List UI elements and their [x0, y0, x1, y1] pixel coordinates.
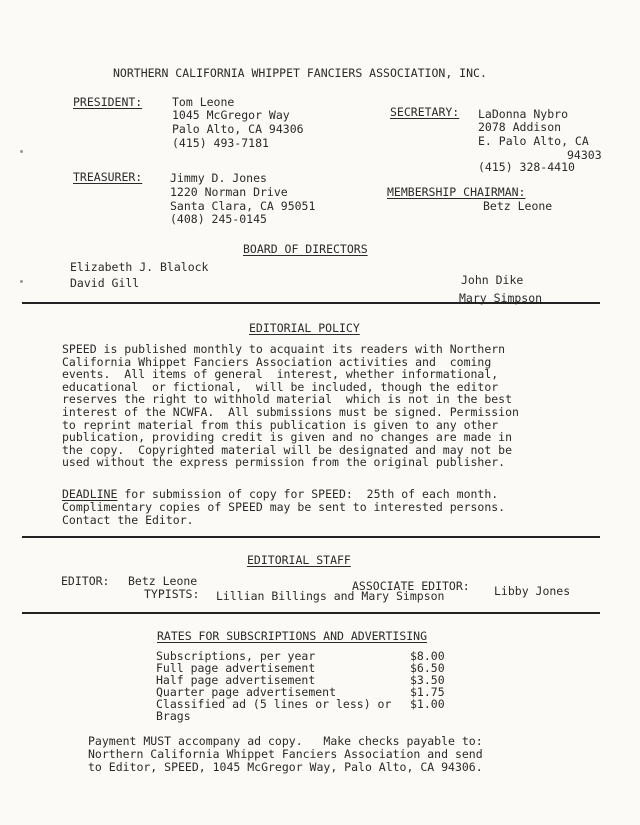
president-label: PRESIDENT:: [73, 95, 143, 109]
rates-heading: RATES FOR SUBSCRIPTIONS AND ADVERTISING: [157, 629, 428, 643]
rate-price: $6.50: [410, 661, 445, 675]
secretary-city: E. Palo Alto, CA: [478, 134, 589, 148]
treasurer-name: Jimmy D. Jones: [170, 171, 267, 185]
rate-label: Brags: [156, 709, 191, 723]
secretary-name: LaDonna Nybro: [478, 107, 569, 121]
president-name: Tom Leone: [172, 95, 235, 109]
policy-line: the copy. Copyrighted material will be designated and may not be: [62, 442, 513, 457]
secretary-phone: (415) 328-4410: [478, 160, 575, 174]
policy-line: educational or fictional, will be included, though the editor: [62, 379, 499, 394]
treasurer-phone: (408) 245-0145: [170, 212, 267, 226]
treasurer-city: Santa Clara, CA 95051: [170, 199, 316, 213]
secretary-zip: 94303: [567, 148, 602, 162]
rate-label: Classified ad (5 lines or less) or: [156, 697, 392, 711]
policy-line: interest of the NCWFA. All submissions must be signed. Permission: [62, 405, 519, 419]
policy-line: reserves the right to withhold material which is not in the best: [62, 392, 513, 407]
rate-label: Half page advertisement: [156, 673, 316, 687]
associate-editor-name: Libby Jones: [494, 584, 571, 598]
typists-names: Lillian Billings and Mary Simpson: [216, 589, 445, 603]
divider-line: [22, 302, 600, 304]
membership-label: MEMBERSHIP CHAIRMAN:: [387, 185, 526, 199]
complimentary-line: Contact the Editor.: [62, 513, 194, 527]
treasurer-label: TREASURER:: [73, 170, 143, 184]
divider-line: [22, 536, 600, 538]
payment-line: to Editor, SPEED, 1045 McGregor Way, Palo Alto, CA 94306.: [88, 760, 483, 774]
policy-line: SPEED is published monthly to acquaint its readers with Northern: [62, 342, 506, 356]
board-member: David Gill: [70, 276, 140, 290]
policy-line: California Whippet Fanciers Association activities and coming: [62, 354, 492, 369]
organization-title: NORTHERN CALIFORNIA WHIPPET FANCIERS ASSOCIATION, INC.: [113, 66, 487, 80]
rate-label: Quarter page advertisement: [156, 685, 337, 699]
associate-editor-label: ASSOCIATE EDITOR:: [352, 579, 470, 593]
divider-line: [22, 612, 600, 614]
editorial-staff-heading: EDITORIAL STAFF: [247, 553, 351, 567]
membership-name: Betz Leone: [483, 199, 553, 213]
rate-label: Full page advertisement: [156, 661, 316, 675]
deadline-label: DEADLINE: [62, 487, 118, 501]
editorial-policy-heading: EDITORIAL POLICY: [249, 321, 360, 335]
treasurer-address: 1220 Norman Drive: [170, 185, 288, 199]
rate-price: $8.00: [410, 649, 445, 663]
editor-name: Betz Leone: [128, 574, 198, 588]
president-phone: (415) 493-7181: [172, 136, 269, 150]
board-heading: BOARD OF DIRECTORS: [243, 242, 368, 256]
president-city: Palo Alto, CA 94306: [172, 122, 304, 136]
board-member: John Dike: [461, 273, 524, 287]
complimentary-line: Complimentary copies of SPEED may be sent to interested persons.: [62, 500, 506, 514]
policy-line: to reprint material from this publication is given to any other: [62, 417, 499, 432]
rate-price: $3.50: [410, 673, 445, 687]
policy-line: events. All items of general interest, whether informational,: [62, 367, 499, 382]
board-member: Mary Simpson: [459, 291, 543, 305]
margin-speck: [20, 280, 23, 283]
margin-speck: [20, 150, 23, 153]
deadline-text: for submission of copy for SPEED: 25th of each month.: [117, 487, 499, 501]
payment-line: Northern California Whippet Fanciers Association and send: [88, 747, 483, 761]
secretary-label: SECRETARY:: [390, 105, 460, 119]
rate-label: Subscriptions, per year: [156, 649, 316, 663]
policy-line: used without the express permission from the original publisher.: [62, 455, 506, 470]
typists-label: TYPISTS:: [144, 587, 200, 601]
president-address: 1045 McGregor Way: [172, 108, 290, 122]
rate-price: $1.75: [410, 685, 445, 699]
board-member: Elizabeth J. Blalock: [70, 260, 209, 274]
rate-price: $1.00: [410, 697, 445, 711]
secretary-address: 2078 Addison: [478, 120, 562, 134]
editor-label: EDITOR:: [61, 574, 110, 588]
policy-line: publication, providing credit is given and no changes are made in: [62, 430, 513, 445]
payment-line: Payment MUST accompany ad copy. Make checks payable to:: [88, 734, 483, 748]
